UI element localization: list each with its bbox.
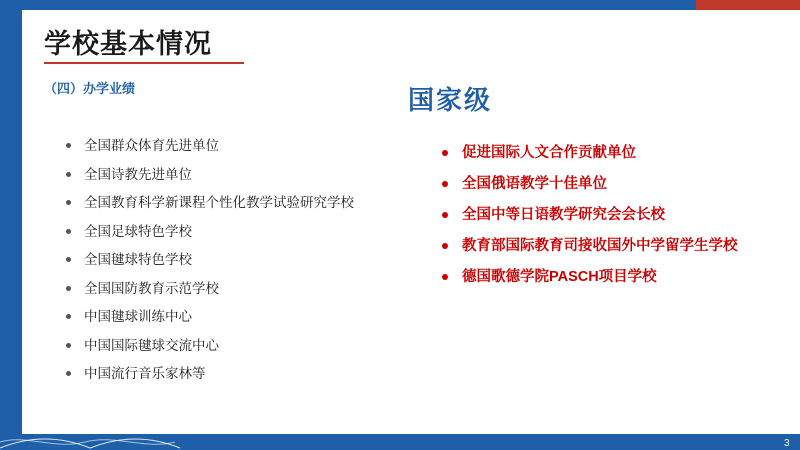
top-band-accent-decoration — [696, 0, 800, 10]
title-underline — [44, 62, 244, 64]
page-title: 学校基本情况 — [44, 29, 212, 59]
right-achievement-list — [440, 138, 740, 293]
section-subheading: （四）办学业绩 — [44, 81, 136, 96]
wave-icon — [0, 434, 360, 450]
list-item: 全国足球特色学校 — [62, 218, 412, 247]
list-item: 中国毽球训练中心 — [62, 303, 412, 332]
list-item: 全国中等日语教学研究会会长校 — [440, 200, 740, 231]
page-number: 3 — [783, 438, 790, 449]
left-sidebar-decoration — [0, 10, 22, 435]
bottom-wave-decoration — [0, 434, 360, 450]
list-item: 全国国防教育示范学校 — [62, 275, 412, 304]
list-item: 德国歌德学院PASCH项目学校 — [440, 262, 740, 293]
left-achievement-list — [62, 132, 412, 389]
list-item: 中国国际毽球交流中心 — [62, 332, 412, 361]
right-column-heading: 国家级 — [407, 85, 492, 115]
list-item: 全国群众体育先进单位 — [62, 132, 412, 161]
list-item: 全国诗教先进单位 — [62, 161, 412, 190]
list-item: 全国教育科学新课程个性化教学试验研究学校 — [62, 189, 412, 218]
list-item: 中国流行音乐家林等 — [62, 360, 412, 389]
top-band-decoration — [0, 0, 800, 10]
list-item: 教育部国际教育司接收国外中学留学生学校 — [440, 231, 740, 262]
list-item: 全国毽球特色学校 — [62, 246, 412, 275]
list-item: 全国俄语教学十佳单位 — [440, 169, 740, 200]
list-item: 促进国际人文合作贡献单位 — [440, 138, 740, 169]
